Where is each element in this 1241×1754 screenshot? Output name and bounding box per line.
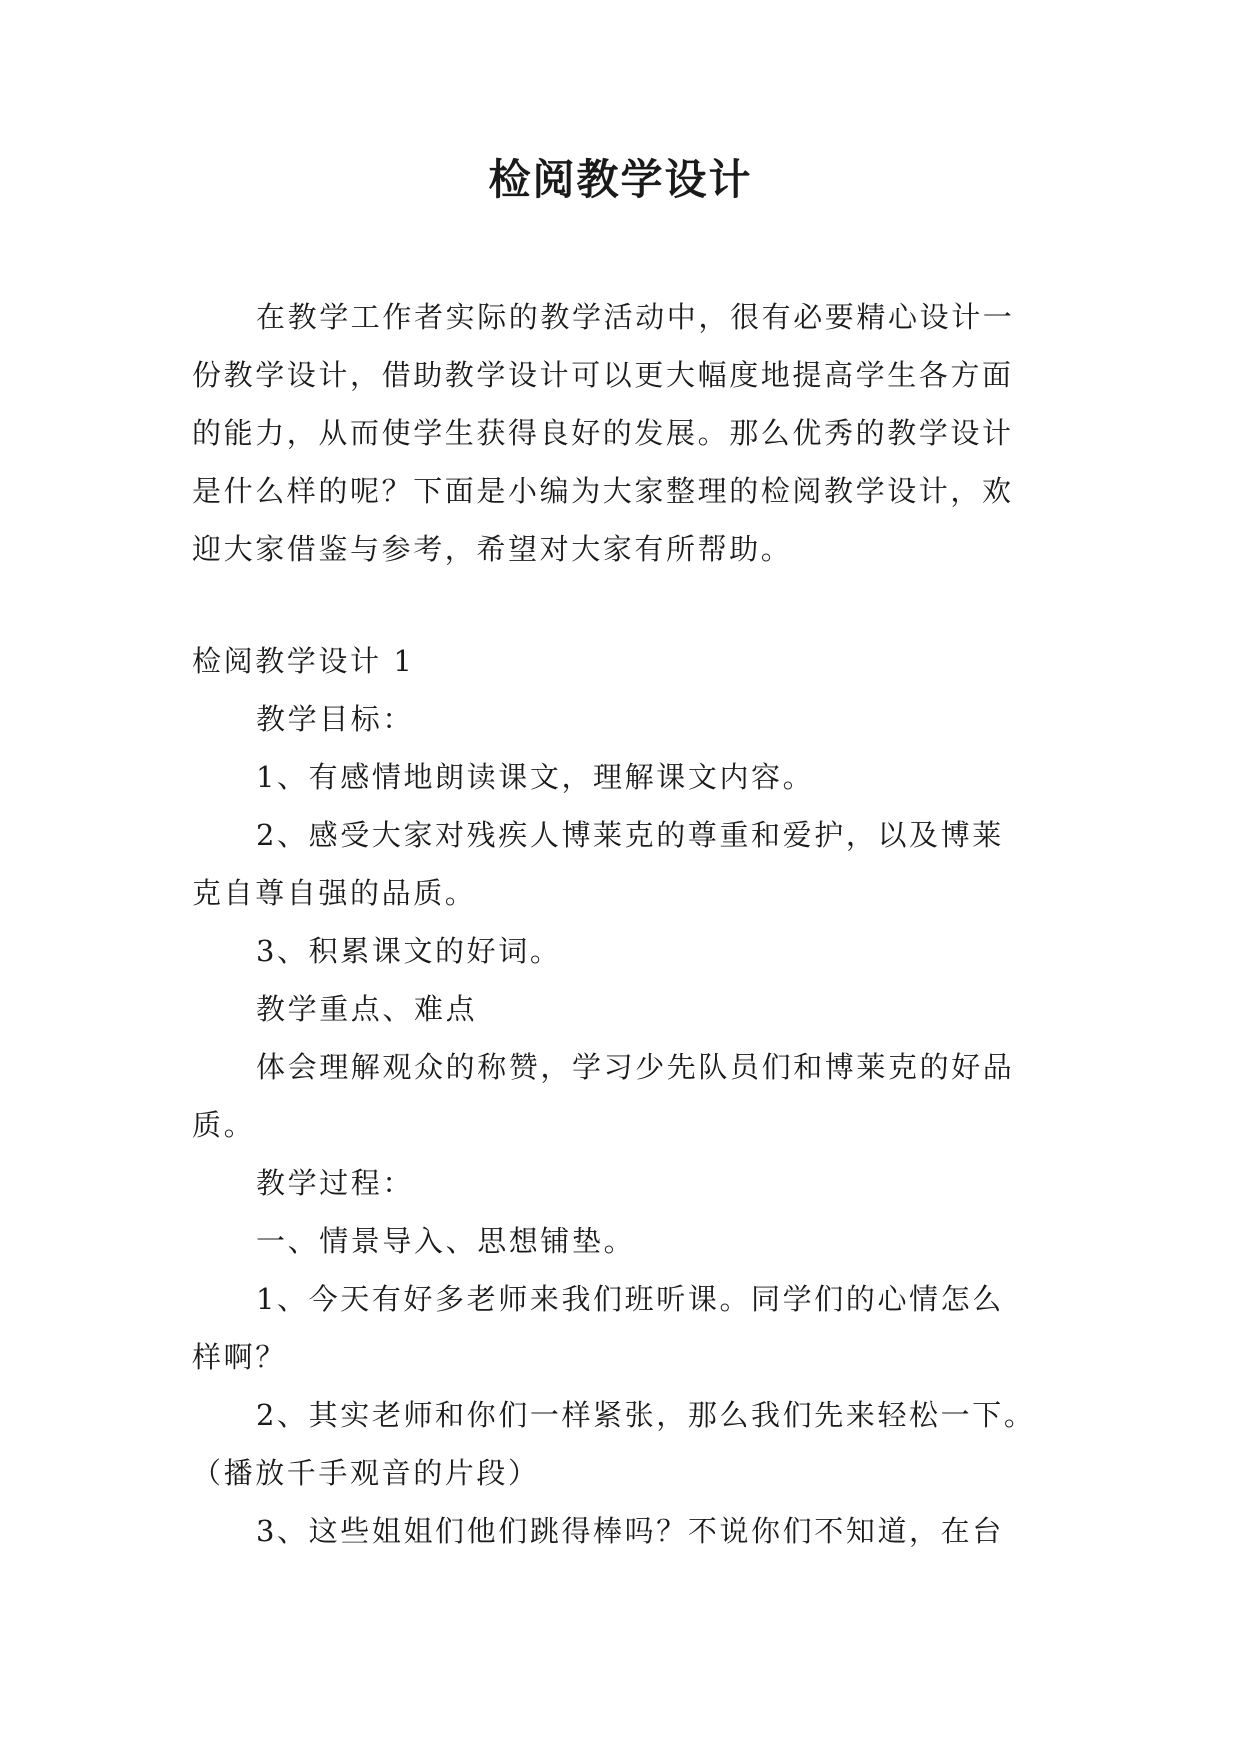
section-body — [192, 632, 1092, 1560]
intro-line: 是什么样的呢？下面是小编为大家整理的检阅教学设计，欢 — [192, 474, 1014, 508]
body-line: 一、情景导入、思想铺垫。 — [256, 1224, 636, 1258]
body-line: 克自尊自强的品质。 — [192, 876, 477, 910]
body-line: 体会理解观众的称赞，学习少先队员们和博莱克的好品 — [256, 1050, 1015, 1084]
intro-line: 在教学工作者实际的教学活动中，很有必要精心设计一 — [256, 300, 1015, 334]
body-line: 3、这些姐姐们他们跳得棒吗？不说你们不知道，在台 — [256, 1514, 1004, 1548]
intro-line: 份教学设计，借助教学设计可以更大幅度地提高学生各方面 — [192, 358, 1014, 392]
body-line: 1、有感情地朗读课文，理解课文内容。 — [256, 760, 815, 794]
body-line: 3、积累课文的好词。 — [256, 934, 562, 968]
body-line: 1、今天有好多老师来我们班听课。同学们的心情怎么 — [256, 1282, 1004, 1316]
document-title: 检阅教学设计 — [488, 155, 753, 204]
body-line: （播放千手观音的片段） — [192, 1456, 540, 1490]
intro-line: 迎大家借鉴与参考，希望对大家有所帮助。 — [192, 532, 793, 566]
body-line: 教学过程： — [256, 1166, 415, 1200]
body-line: 教学目标： — [256, 702, 415, 736]
intro-line: 的能力，从而使学生获得良好的发展。那么优秀的教学设计 — [192, 416, 1014, 450]
body-line: 2、感受大家对残疾人博莱克的尊重和爱护，以及博莱 — [256, 818, 1004, 852]
body-line: 2、其实老师和你们一样紧张，那么我们先来轻松一下。 — [256, 1398, 1036, 1432]
body-line: 样啊？ — [192, 1340, 287, 1374]
section-heading: 检阅教学设计 1 — [192, 644, 415, 678]
body-line: 教学重点、难点 — [256, 992, 478, 1026]
intro-paragraph — [192, 288, 1052, 578]
body-line: 质。 — [192, 1108, 256, 1142]
